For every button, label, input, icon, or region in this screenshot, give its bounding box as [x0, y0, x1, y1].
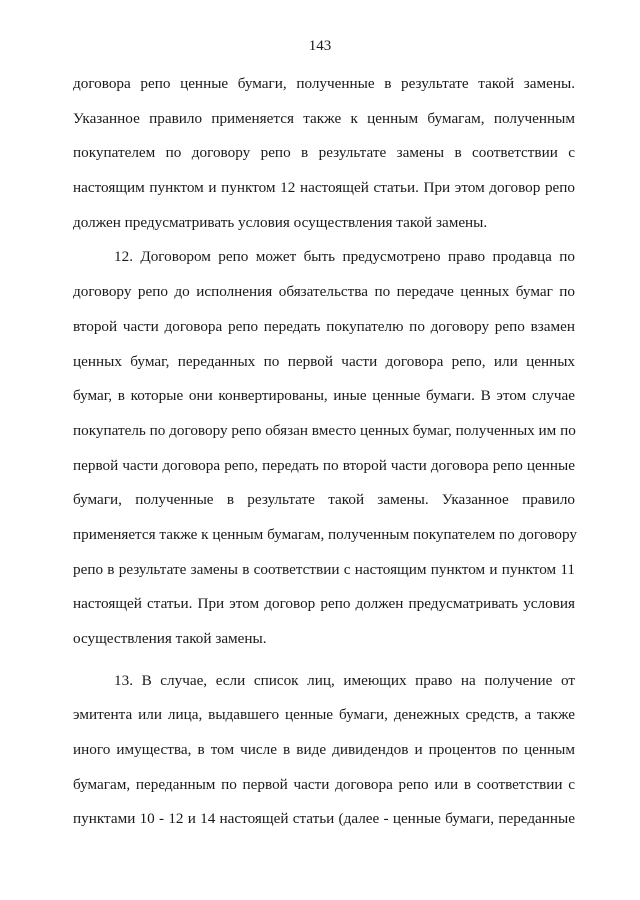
text-line: должен предусматривать условия осуществления такой замены.	[73, 213, 488, 231]
text-line: ценных бумаг, переданных по первой части договора репо, или ценных	[73, 352, 575, 370]
text-line: договора репо ценные бумаги, полученные в результате такой замены.	[73, 75, 575, 92]
text-line: применяется также к ценным бумагам, полученным покупателем по договору	[73, 525, 577, 543]
text-line: репо в результате замены в соответствии с настоящим пунктом и пунктом 11	[73, 560, 575, 578]
paragraph-continuation	[73, 67, 575, 240]
text-line: покупатель по договору репо обязан вместо ценных бумаг, полученных им по	[73, 421, 576, 439]
text-line: иного имущества, в том числе в виде дивидендов и процентов по ценным	[73, 741, 575, 759]
paragraph-spacer	[73, 657, 575, 664]
text-line: покупателем по договору репо в результате замены в соответствии с	[73, 144, 575, 162]
text-line: настоящей статьи. При этом договор репо должен предусматривать условия	[73, 595, 575, 613]
text-line: бумаг, в которые они конвертированы, иные ценные бумаги. В этом случае	[73, 387, 575, 405]
paragraph-13	[73, 664, 575, 837]
text-line: эмитента или лица, выдавшего ценные бумаги, денежных средств, а также	[73, 706, 575, 724]
text-line: бумагам, переданным по первой части договора репо или в соответствии с	[73, 775, 575, 793]
paragraph-12	[73, 240, 575, 656]
text-line: 13. В случае, если список лиц, имеющих право на получение от	[114, 671, 575, 689]
text-line: Указанное правило применяется также к ценным бумагам, полученным	[73, 109, 575, 127]
text-line: пунктами 10 - 12 и 14 настоящей статьи (далее - ценные бумаги, переданные	[73, 810, 575, 828]
text-line: осуществления такой замены.	[73, 630, 267, 647]
text-line: договору репо до исполнения обязательства по передаче ценных бумаг по	[73, 283, 575, 301]
text-line: настоящим пунктом и пунктом 12 настоящей статьи. При этом договор репо	[73, 179, 575, 197]
text-line: 12. Договором репо может быть предусмотрено право продавца по	[114, 248, 575, 266]
body-text	[73, 67, 575, 837]
text-line: бумаги, полученные в результате такой замены. Указанное правило	[73, 491, 575, 509]
text-line: второй части договора репо передать покупателю по договору репо взамен	[73, 317, 575, 335]
page-number: 143	[308, 38, 332, 54]
text-line: первой части договора репо, передать по второй части договора репо ценные	[73, 456, 575, 474]
